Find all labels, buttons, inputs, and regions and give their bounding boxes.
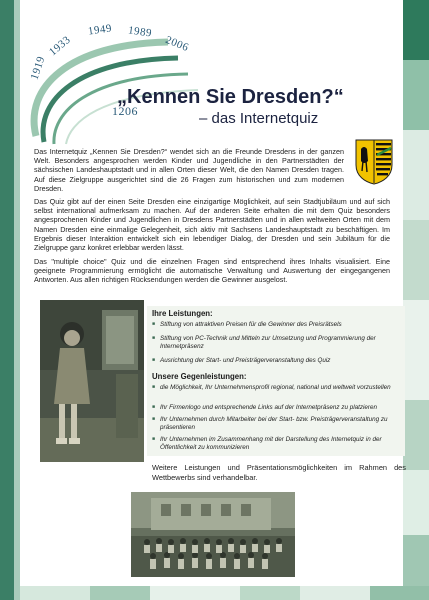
gegenleistungen-item: ■ Ihr Unternehmen durch Mitarbeiter bei der Start- bzw. Preisträgerveranstaltung zu präsentieren (152, 416, 402, 432)
gegenleistungen-item: ■ die Möglichkeit, Ihr Unternehmensprofil regional, national und weltweit vorzustellen (152, 384, 402, 392)
leistungen-item: ■ Stiftung von PC-Technik und Mitteln zur Umsetzung und Programmierung der Internetpräsenz (152, 335, 402, 351)
right-stripe-decoration (403, 0, 429, 600)
intro-paragraph-3: Das "multiple choice" Quiz und die einzelnen Fragen sind entsprechend ihres Inhalts visualisiert. Eine geeignete Programmierung ermöglicht die automatische Verwaltung und Auswertung der eingegangenen Antworten. Aus allen richtigen Rücksendungen werden die Gewinner ausgelost. (34, 257, 390, 285)
gegenleistungen-item: ■ Ihr Firmenlogo und entsprechende Links auf der Internetpräsenz zu platzieren (152, 404, 402, 412)
gegenleistungen-heading: Unsere Gegenleistungen: (152, 372, 247, 381)
year-label: 1949 (87, 22, 113, 38)
year-label: 2006 (163, 33, 191, 55)
intro-paragraph-1: Das Internetquiz „Kennen Sie Dresden?“ wendet sich an die Freunde Dresdens in der ganzen Welt. Besonders angesprochen werden Kinder und Jugendliche in den Partnerstädten der sächsischen Landeshauptstadt und in allen Orten dieser Welt, die den Namen Dresden tragen. Auf diese Zielgruppe ausgerichtet sind die 26 Fragen zum historischen und zum modernen Dresden. (34, 147, 344, 193)
year-swoosh-logo (18, 18, 228, 148)
page-subtitle: – das Internetquiz (199, 110, 319, 127)
historic-photo-group (131, 492, 295, 577)
leistungen-item: ■ Stiftung von attraktiven Preisen für die Gewinner des Preisrätsels (152, 321, 402, 329)
dresden-coat-of-arms-icon (355, 139, 393, 185)
leistungen-heading: Ihre Leistungen: (152, 309, 213, 318)
historic-photo-girl (40, 300, 144, 462)
left-border-band (0, 0, 14, 600)
gegenleistungen-item: ■ Ihr Unternehmen im Zusammenhang mit der Darstellung des Internetquiz in der Öffentlichkeit zu kommunizieren (152, 436, 402, 452)
page-title: „Kennen Sie Dresden?“ (117, 86, 344, 108)
closing-note: Weitere Leistungen und Präsentationsmöglichkeiten im Rahmen des Wettbewerbs sind verhandelbar. (152, 463, 406, 482)
intro-paragraph-2: Das Quiz gibt auf der einen Seite Dresden eine einzigartige Möglichkeit, auf sein Stadtjubiläum und auf sich selbst international aufmerksam zu machen. Auf der anderen Seite erhalten die mit dem Quiz besonders angesprochenen Kinder und Jugendlichen in Dresdens Partnerstädten und in allen weltweiten Orten mit dem Namen Dresden eine einmalige Gelegenheit, sich aktiv mit Sachsens Landeshauptstadt zu beschäftigen. Im Ergebnis dieser Interaktion entwickelt sich ein lebendiger Dialog, der Dresden und sein Jubiläum für die Zielgruppe ganz konkret erlebbar werden lässt. (34, 197, 390, 253)
bottom-stripe-decoration (20, 586, 429, 600)
year-label: 1919 (28, 54, 48, 82)
year-label: 1933 (46, 33, 74, 59)
year-label: 1989 (127, 24, 153, 40)
year-label: 1206 (112, 104, 138, 118)
leistungen-item: ■ Ausrichtung der Start- und Preisträgerveranstaltung des Quiz (152, 357, 402, 365)
